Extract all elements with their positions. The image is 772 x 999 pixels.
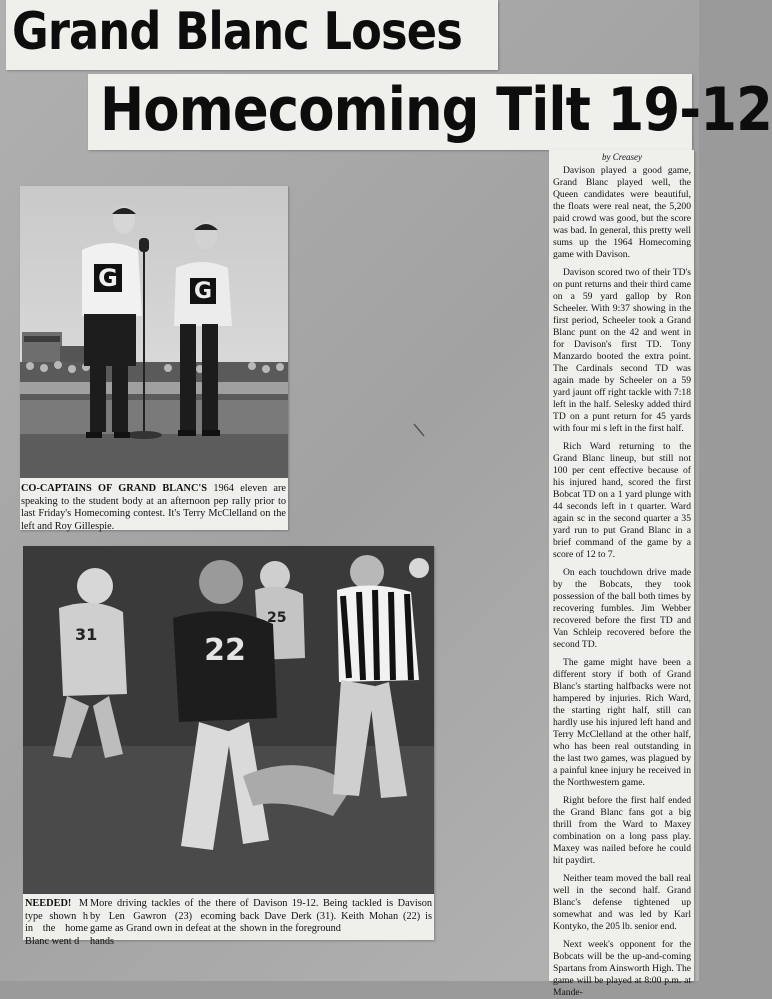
game-action-clipping — [23, 546, 434, 947]
article-paragraph: Right before the first half ended the Grand Blanc fans got a big thrill from the Ward to Maxey combination on a long pass play. Maxey was nailed before he could hit paydirt. — [553, 795, 691, 866]
headline-line-1: Grand Blanc Loses — [12, 2, 463, 62]
action-caption-col3: of Davison 19-12. Being tackled is Davison back Dave Derk (31). Keith Mohan (22) is shown in the foreground — [240, 898, 432, 934]
co-captains-caption — [21, 483, 286, 533]
caption-col1-lead: NEEDED! — [25, 898, 72, 909]
jersey-letter-left: G — [98, 264, 118, 292]
jersey-number-front: 22 — [204, 633, 246, 668]
caption-rest: 1964 eleven are speaking to the student body at an afternoon pep rally prior to last Friday's Homecoming contest. It's Terry McClelland on the left and Roy Gillespie. — [21, 483, 286, 532]
article-byline: by Creasey — [602, 152, 642, 162]
article-paragraph: Neither team moved the ball real well in the second half. Grand Blanc's defense tightened up somewhat and was led by Karl Kontyko, the 205 lb. senior end. — [553, 873, 691, 932]
jersey-number-back: 25 — [267, 610, 287, 626]
stray-mark — [410, 420, 430, 440]
headline-clipping-1 — [6, 0, 498, 70]
jersey-letter-right: G — [193, 279, 213, 304]
article-paragraph: Davison played a good game, Grand Blanc played well, the Queen candidates were beautiful, the floats were real neat, the 5,200 paid crowd was good, but the score was bad. In general, this pretty well sums up the 1964 Homecoming game with Davison. — [553, 165, 691, 260]
caption-col1-rest: M type shown h in the home Blanc went d — [25, 898, 88, 947]
article-paragraph: The game might have been a different story if both of Grand Blanc's starting halfbacks were not hampered by injuries. Rich Ward, the starting right half, still can hardly use his injured left hand and Terry McClelland at the other half, who has been real outstanding in the last two games, was plagued by a painful knee injury he received in the Northwestern game. — [553, 657, 691, 788]
headline-line-2: Homecoming Tilt 19-12 — [100, 75, 772, 145]
article-paragraph: Rich Ward returning to the Grand Blanc lineup, but still not 100 per cent effective because of his injured hand, scored the first Bobcat TD on a 1 yard plunge with 44 seconds left in t quarter. Ward again sc in the second quarter a 35 yard run to put Grand Blanc in a brief command of the game by a score of 12 to 7. — [553, 441, 691, 560]
action-caption-col2: More driving tackles of the there by Len Gawron (23) ecoming game as Grand own in defeat at the hands — [90, 898, 236, 947]
game-action-photo — [23, 546, 434, 894]
article-paragraph: Davison scored two of their TD's on punt returns and their third came on a 59 yard gallop by Ron Scheeler. With 9:37 showing in the first period, Scheeler took a Grand Blanc punt on the 42 and went in for Davison's first TD. Tony Manzardo booted the extra point. The Cardinals second TD was again made by Scheeler on a 59 yard jaunt off right tackle with 7:18 left in the half. Selesky added third TD on a punt return for 45 yards with four mi s left in the first half. — [553, 267, 691, 434]
article-column-clipping — [549, 150, 694, 998]
article-paragraph: On each touchdown drive made by the Bobcats, they took possession of the ball both times by recovering fumbles. Jim Webber recovered before the first TD and Van Schleip recovered before the second TD. — [553, 567, 691, 650]
caption-lead: CO-CAPTAINS OF GRAND BLANC'S — [21, 483, 207, 494]
jersey-number-left: 31 — [75, 625, 98, 644]
co-captains-clipping — [20, 186, 288, 530]
action-caption-col1 — [25, 898, 88, 948]
co-captains-photo — [20, 186, 288, 478]
headline-clipping-2 — [88, 74, 772, 150]
article-paragraph: Next week's opponent for the Bobcats will be the up-and-coming Spartans from Ainsworth High. The game will be played at 8:00 p.m. at Mande- — [553, 939, 691, 998]
